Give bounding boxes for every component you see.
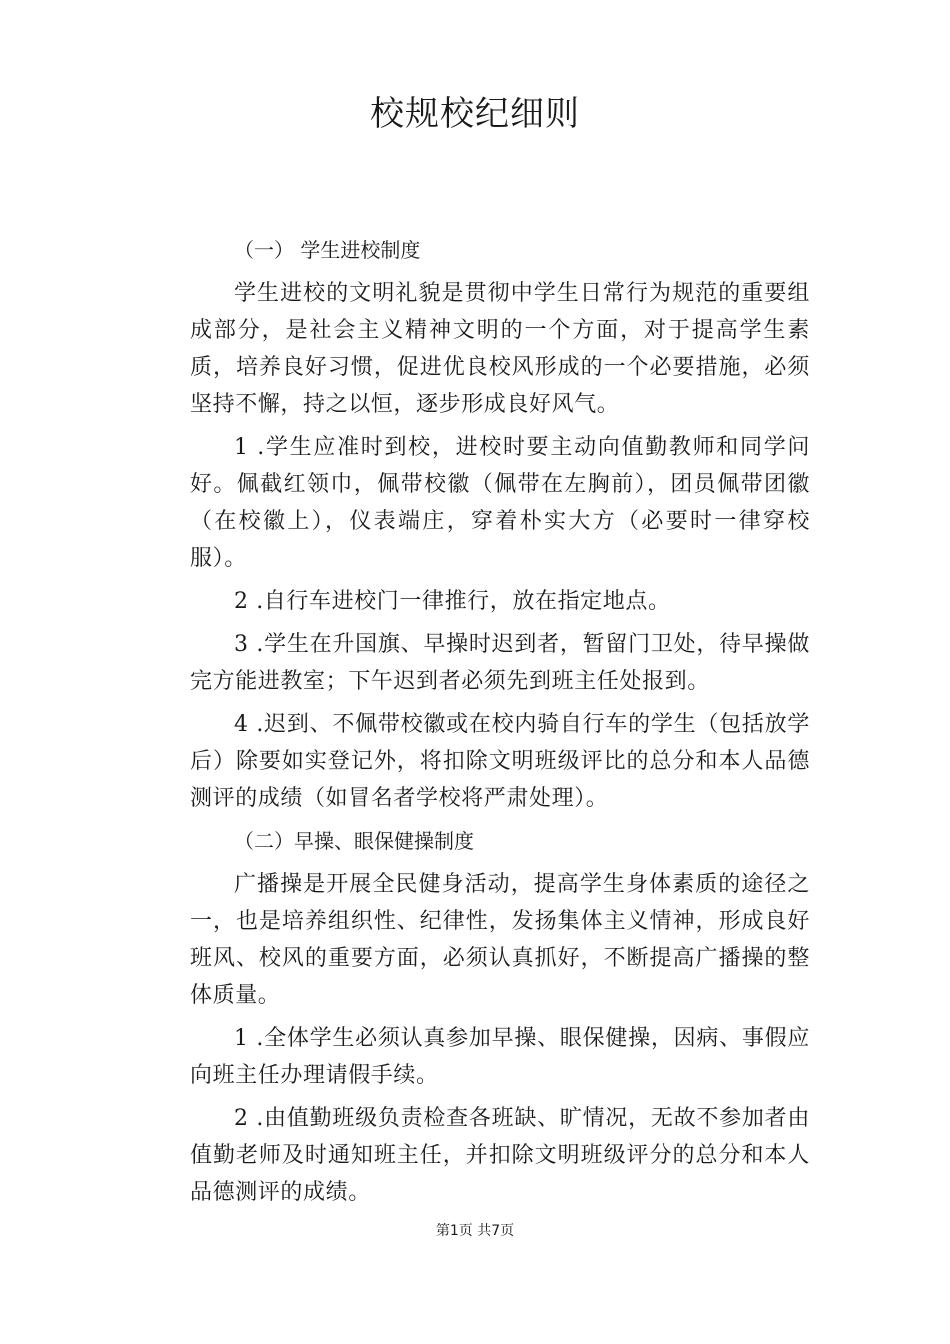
paragraph: 4 .迟到、不佩带校徽或在校内骑自行车的学生（包括放学后）除要如实登记外，将扣除文明班级评比的总分和本人品德测评的成绩（如冒名者学校将严肃处理）。 (190, 712, 810, 811)
paragraph: 1 .全体学生必须认真参加早操、眼保健操，因病、事假应向班主任办理请假手续。 (190, 1026, 810, 1088)
paragraph: 广播操是开展全民健身活动，提高学生身体素质的途径之一，也是培养组织性、纪律性，发扬集体主义情神，形成良好班风、校风的重要方面，必须认真抓好，不断提高广播操的整体质量。 (190, 872, 810, 1008)
section-student-entry (190, 232, 810, 817)
paragraph: 2 .由值勤班级负责检查各班缺、旷情况，无故不参加者由值勤老师及时通知班主任，并扣除文明班级评分的总分和本人品德测评的成绩。 (190, 1106, 810, 1205)
document-body (190, 232, 810, 1217)
paragraph: 3 .学生在升国旗、早操时迟到者，暂留门卫处，待早操做完方能进教室；下午迟到者必须先到班主任处报到。 (190, 632, 810, 694)
paragraph: 1 .学生应准时到校，进校时要主动向值勤教师和同学问好。佩截红领巾，佩带校徽（佩带在左胸前），团员佩带团徽（在校徽上），仪表端庄，穿着朴实大方（必要时一律穿校服）。 (190, 435, 810, 571)
paragraph: 2 .自行车进校门一律推行，放在指定地点。 (234, 589, 671, 614)
document-title: 校规校纪细则 (370, 94, 580, 134)
section-morning-exercise (190, 823, 810, 1211)
paragraph: 学生进校的文明礼貌是贯彻中学生日常行为规范的重要组成部分，是社会主义精神文明的一个方面，对于提高学生素质，培养良好习惯，促进优良校风形成的一个必要措施，必须坚持不懈，持之以恒，逐步形成良好风气。 (190, 281, 810, 417)
section-heading: （二）早操、眼保健操制度 (234, 829, 474, 853)
page-number-footer: 第1页 共7页 (435, 1223, 515, 1239)
section-heading: （一） 学生进校制度 (234, 238, 421, 262)
